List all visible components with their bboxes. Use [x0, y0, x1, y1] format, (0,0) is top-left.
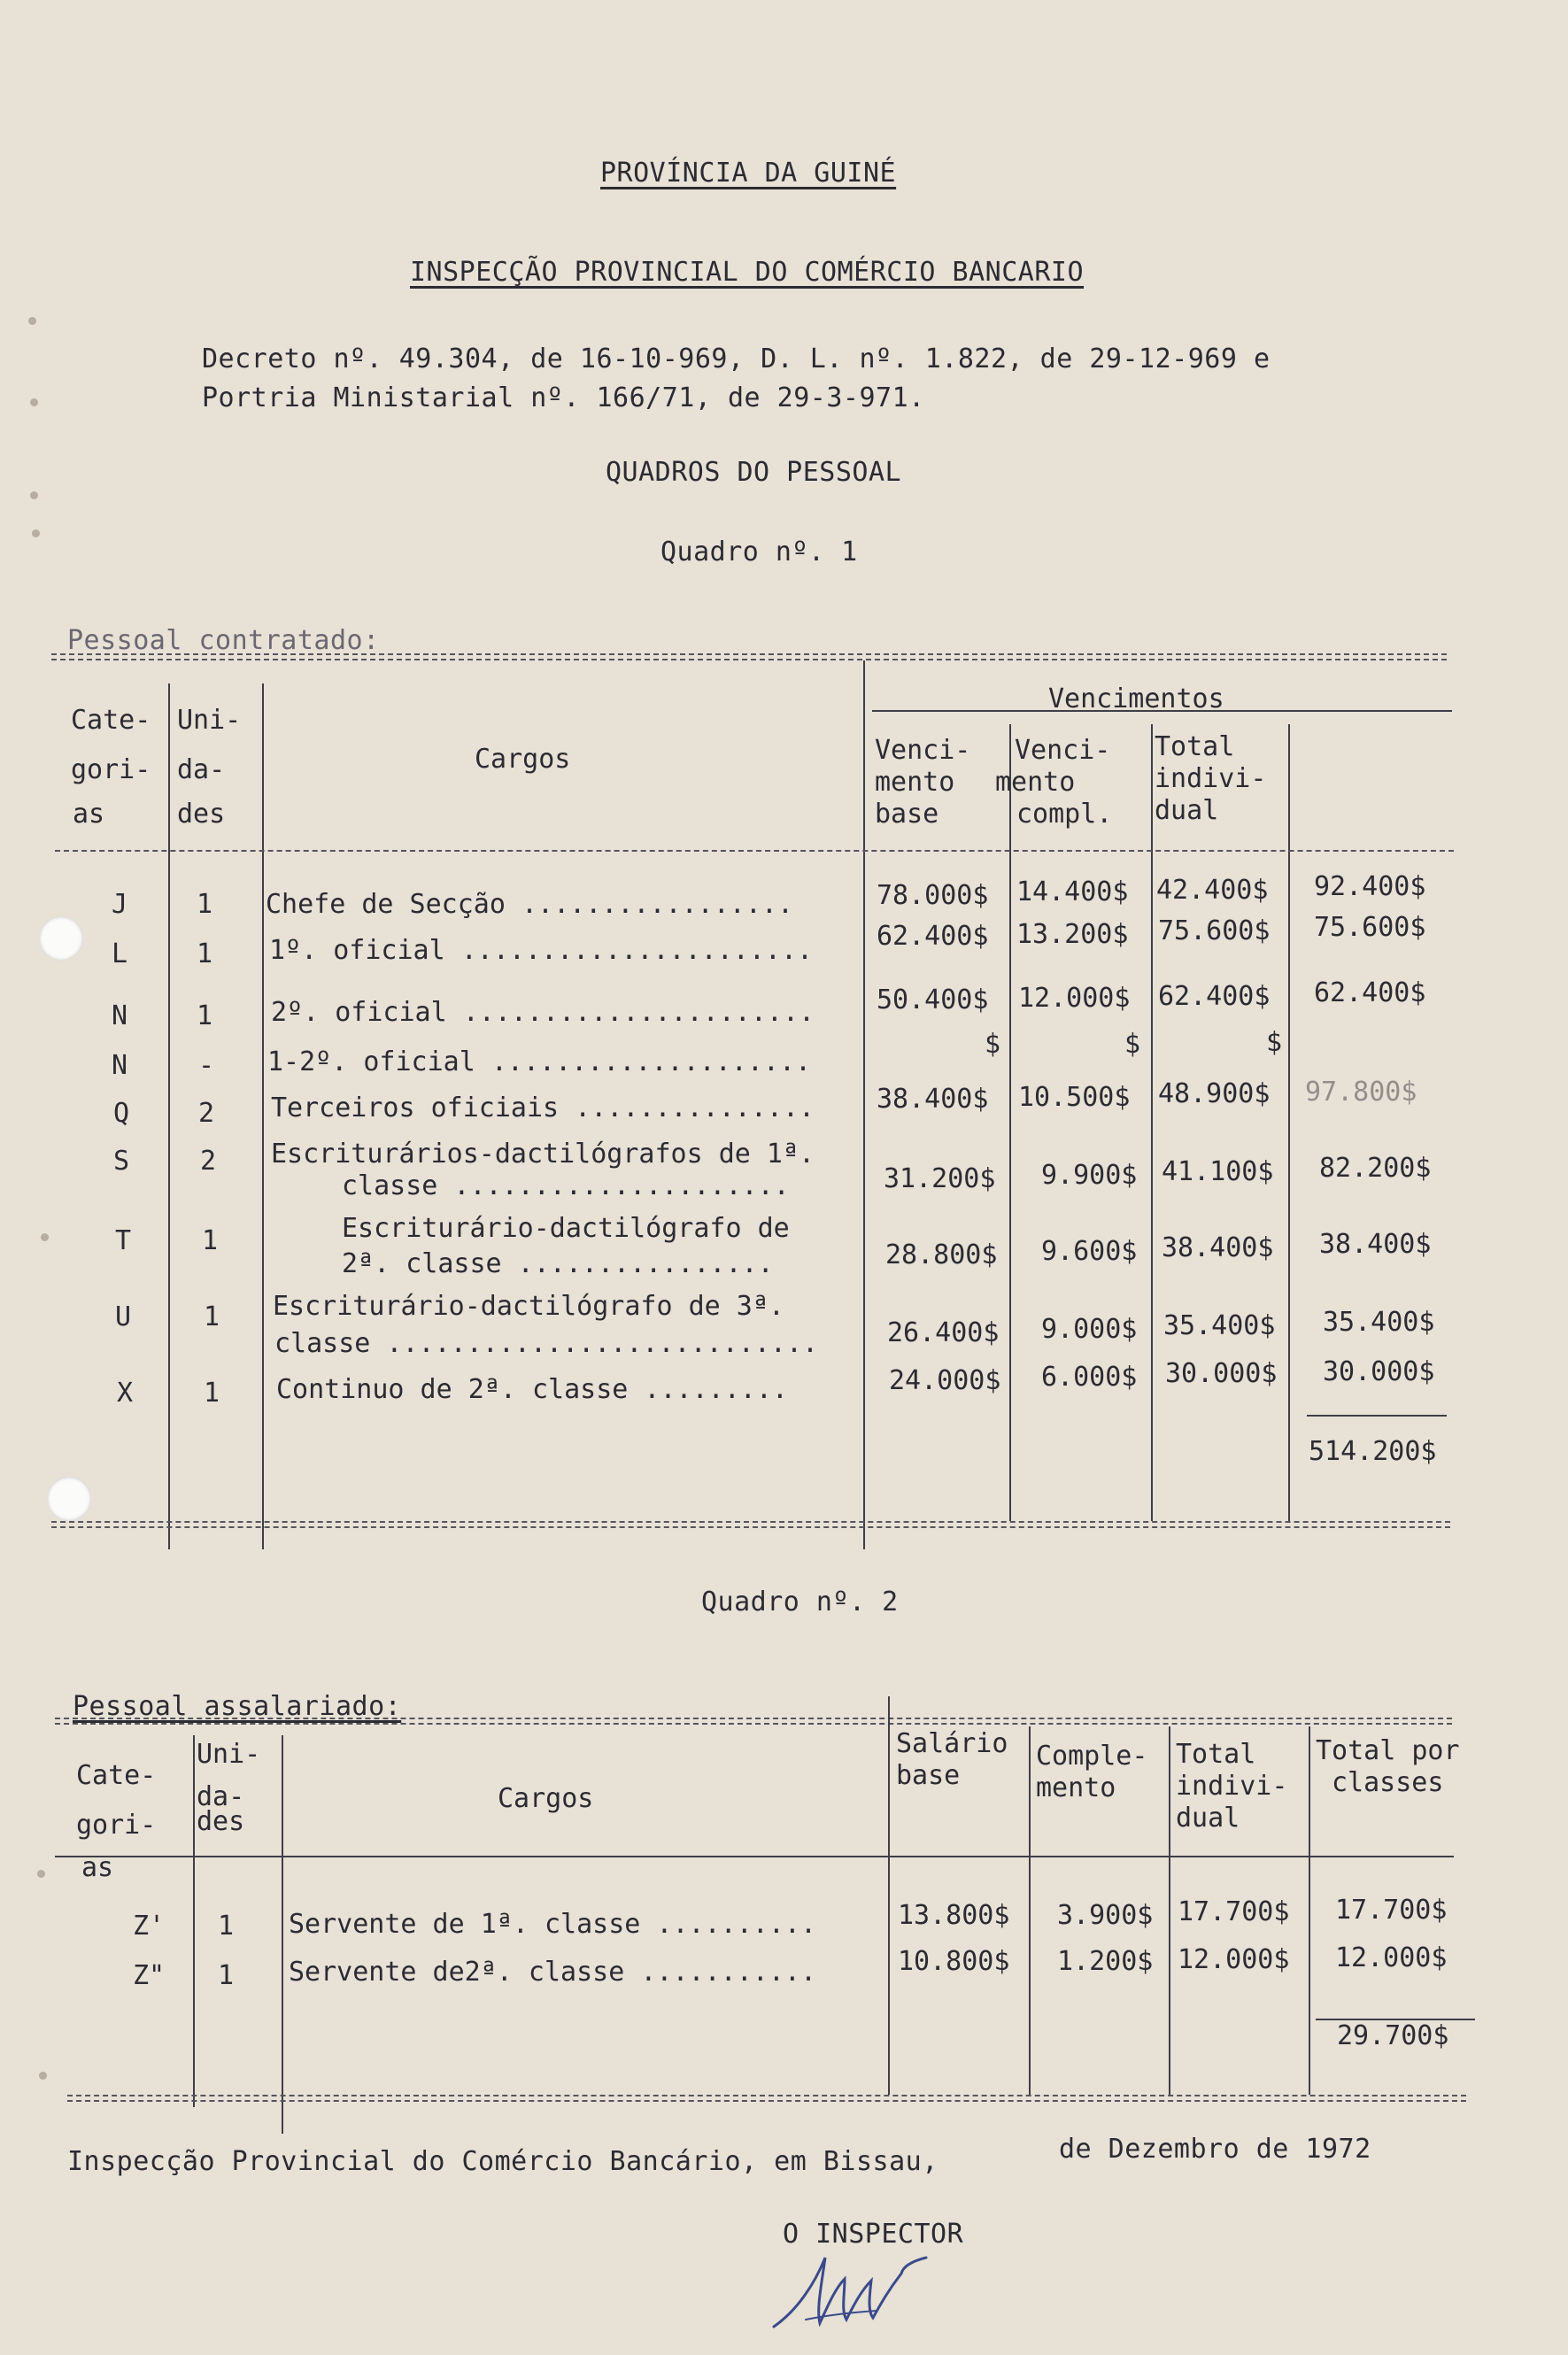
row-unidades: 1 — [197, 1000, 213, 1031]
row-categoria: S — [113, 1146, 130, 1177]
row-unidades: 1 — [218, 1911, 235, 1942]
row-total-individual: 41.100$ — [1162, 1156, 1274, 1187]
row-unidades: 1 — [218, 1960, 235, 1991]
header-venc-compl-3: compl. — [1016, 799, 1113, 830]
row-total-individual: 38.400$ — [1162, 1232, 1274, 1263]
row-venc-base: 50.400$ — [877, 984, 989, 1015]
row-complemento: 1.200$ — [1057, 1946, 1154, 1977]
table-1-col-divider — [168, 683, 170, 1549]
row-venc-compl: 9.900$ — [1041, 1160, 1138, 1191]
row-total-individual: 30.000$ — [1165, 1358, 1278, 1389]
row-total: 75.600$ — [1314, 912, 1426, 943]
header-unidades-3: des — [197, 1806, 245, 1837]
row-total: 62.400$ — [1314, 977, 1426, 1008]
row-total: 38.400$ — [1319, 1229, 1432, 1260]
header-complemento-2: mento — [1036, 1772, 1116, 1803]
row-total: 92.400$ — [1314, 871, 1426, 902]
paper-speck — [32, 529, 40, 537]
quadro-1-title: Quadro nº. 1 — [660, 537, 858, 568]
row-cargo: 1º. oficial ...................... — [269, 935, 814, 966]
header-categorias-1: Cate- — [71, 705, 151, 736]
header-cargos: Cargos — [498, 1783, 594, 1814]
row-salario-base: 10.800$ — [898, 1946, 1010, 1977]
punch-hole-bottom — [47, 1477, 91, 1521]
header-total-ind-2: indivi- — [1176, 1771, 1288, 1802]
header-total-ind-1: Total — [1155, 731, 1235, 762]
quadro-2-title: Quadro nº. 2 — [701, 1587, 899, 1618]
paper-speck — [41, 1233, 49, 1241]
row-categoria: X — [117, 1378, 134, 1409]
office-title: INSPECÇÃO PROVINCIAL DO COMÉRCIO BANCARIO — [410, 257, 1085, 288]
row-total: 97.800$ — [1305, 1077, 1417, 1108]
row-venc-base: $ — [985, 1029, 1001, 1060]
decree-line-1: Decreto nº. 49.304, de 16-10-969, D. L. nº. 1.822, de 29-12-969 e — [202, 344, 1271, 374]
row-venc-compl: 12.000$ — [1018, 983, 1131, 1014]
header-total-ind-3: dual — [1155, 795, 1219, 826]
table-1-bottom-rule — [51, 1521, 1450, 1528]
header-total-classes-1: Total por — [1316, 1735, 1460, 1766]
row-venc-base: 78.000$ — [877, 880, 989, 911]
paper-speck — [37, 1870, 45, 1878]
footer-place-line: Inspecção Provincial do Comércio Bancário, em Bissau, — [67, 2146, 938, 2177]
row-cargo-line-2: classe ........................... — [274, 1328, 819, 1359]
footer-date: de Dezembro de 1972 — [1059, 2134, 1371, 2165]
row-cargo: Terceiros oficiais ............... — [271, 1093, 815, 1123]
header-total-ind-2: indivi- — [1155, 763, 1267, 794]
section-heading: QUADROS DO PESSOAL — [606, 457, 902, 488]
row-cargo: 2º. oficial ...................... — [271, 997, 815, 1028]
row-cargo-line-2: 2ª. classe ................ — [342, 1248, 774, 1279]
row-venc-compl: 14.400$ — [1016, 876, 1129, 907]
row-venc-base: 24.000$ — [889, 1365, 1001, 1396]
table-2-col-divider — [193, 1735, 195, 2107]
paper-speck — [28, 317, 36, 325]
header-categorias-2: gori- — [71, 754, 151, 785]
row-total: 35.400$ — [1323, 1307, 1435, 1338]
row-categoria: Q — [113, 1098, 130, 1129]
header-unidades-1: Uni- — [177, 705, 242, 736]
row-unidades: 1 — [204, 1378, 220, 1409]
table-1-col-divider — [1009, 724, 1011, 1521]
row-categoria: N — [112, 1050, 128, 1081]
paper-speck — [39, 2072, 47, 2080]
row-total-individual: 62.400$ — [1158, 981, 1271, 1012]
row-total-classes: 12.000$ — [1335, 1942, 1448, 1973]
header-venc-base-2: mento — [875, 767, 955, 798]
table-2-header-rule — [55, 1856, 1454, 1857]
row-total-individual: $ — [1266, 1027, 1283, 1058]
row-venc-compl: 9.600$ — [1041, 1236, 1138, 1267]
header-venc-base-1: Venci- — [875, 735, 971, 766]
row-unidades: 1 — [197, 938, 213, 969]
paper-speck — [30, 491, 38, 499]
row-cargo-line-1: Escriturário-dactilógrafo de 3ª. — [273, 1291, 784, 1322]
header-categorias-1: Cate- — [76, 1760, 157, 1791]
table-1-col-divider — [1288, 724, 1290, 1521]
header-cargos: Cargos — [475, 744, 571, 775]
row-unidades: 1 — [204, 1301, 220, 1332]
row-venc-compl: 10.500$ — [1018, 1082, 1131, 1113]
row-categoria: L — [112, 938, 128, 969]
row-total-individual: 35.400$ — [1163, 1310, 1276, 1341]
table-1-col-divider — [262, 683, 264, 1549]
header-complemento-1: Comple- — [1036, 1741, 1148, 1772]
row-total-individual: 48.900$ — [1158, 1078, 1271, 1109]
header-categorias-3: as — [81, 1852, 114, 1883]
row-cargo-line-1: Escriturário-dactilógrafo de — [342, 1213, 790, 1244]
table-2-col-divider — [1309, 1726, 1310, 2095]
header-venc-base-3: base — [875, 799, 939, 830]
header-vencimentos: Vencimentos — [1048, 683, 1224, 714]
row-categoria: J — [112, 889, 128, 920]
header-unidades-2: da- — [177, 754, 226, 785]
quadro-1-section-label: Pessoal contratado: — [67, 625, 380, 656]
header-venc-compl-1: Venci- — [1015, 735, 1111, 766]
row-venc-base: 26.400$ — [887, 1317, 1000, 1348]
row-categoria: Z' — [133, 1911, 166, 1942]
table-2-bottom-rule — [67, 2095, 1466, 2102]
row-venc-base: 28.800$ — [885, 1239, 998, 1270]
row-venc-base: 31.200$ — [884, 1163, 996, 1194]
header-unidades-3: des — [177, 799, 226, 830]
row-total: 82.200$ — [1319, 1153, 1432, 1184]
row-categoria: Z" — [133, 1960, 166, 1991]
row-unidades: 1 — [202, 1225, 219, 1256]
row-venc-compl: $ — [1124, 1029, 1141, 1060]
header-categorias-3: as — [73, 799, 105, 830]
punch-hole-top — [39, 916, 83, 961]
row-venc-compl: 13.200$ — [1016, 919, 1129, 950]
row-total-individual: 12.000$ — [1178, 1944, 1290, 1975]
row-total-individual: 17.700$ — [1178, 1896, 1290, 1927]
row-cargo: 1-2º. oficial .................... — [267, 1046, 812, 1077]
header-salario-base-1: Salário — [896, 1728, 1008, 1759]
row-unidades: - — [198, 1050, 215, 1081]
quadro-2-grand-total: 29.700$ — [1337, 2020, 1449, 2051]
header-total-classes-2: classes — [1332, 1767, 1444, 1798]
row-unidades: 1 — [197, 889, 213, 920]
header-categorias-2: gori- — [76, 1810, 157, 1841]
row-total: 30.000$ — [1323, 1356, 1435, 1387]
header-salario-base-2: base — [896, 1760, 961, 1791]
row-cargo: Continuo de 2ª. classe ......... — [276, 1374, 788, 1405]
row-venc-base: 62.400$ — [877, 921, 989, 952]
header-total-ind-1: Total — [1176, 1739, 1256, 1770]
table-1-top-rule — [51, 653, 1447, 660]
table-2-top-rule — [55, 1718, 1452, 1725]
province-title: PROVÍNCIA DA GUINÉ — [600, 158, 897, 189]
table-2-col-divider — [282, 1735, 283, 2134]
row-total-individual: 42.400$ — [1156, 875, 1269, 906]
header-venc-compl-2: mento — [995, 767, 1076, 798]
row-cargo: Chefe de Secção ................. — [266, 889, 794, 920]
row-unidades: 2 — [200, 1146, 217, 1177]
row-cargo-line-1: Escriturários-dactilógrafos de 1ª. — [271, 1139, 815, 1170]
header-unidades-2: da- — [197, 1781, 245, 1812]
row-venc-compl: 6.000$ — [1041, 1362, 1138, 1393]
row-cargo-line-2: classe ..................... — [342, 1170, 790, 1201]
row-venc-compl: 9.000$ — [1041, 1314, 1138, 1345]
quadro-1-grand-total: 514.200$ — [1309, 1436, 1437, 1467]
table-1-col-divider — [1151, 724, 1153, 1521]
quadro-2-section-label: Pessoal assalariado: — [73, 1691, 402, 1722]
table-2-col-divider — [1169, 1726, 1170, 2095]
row-categoria: N — [112, 1000, 128, 1031]
paper-speck — [30, 398, 38, 406]
decree-line-2: Portria Ministarial nº. 166/71, de 29-3-971. — [202, 382, 925, 413]
row-unidades: 2 — [198, 1098, 215, 1129]
row-venc-base: 38.400$ — [877, 1084, 989, 1115]
row-salario-base: 13.800$ — [898, 1900, 1010, 1931]
row-complemento: 3.900$ — [1057, 1900, 1154, 1931]
table-1-total-rule — [1307, 1415, 1447, 1417]
table-2-col-divider — [888, 1696, 890, 2095]
row-cargo: Servente de 1ª. classe .......... — [289, 1909, 817, 1940]
table-1-header-rule — [55, 850, 1454, 852]
header-total-ind-3: dual — [1176, 1803, 1240, 1834]
handwritten-signature — [770, 2231, 965, 2337]
row-categoria: T — [115, 1225, 132, 1256]
header-unidades-1: Uni- — [197, 1739, 261, 1770]
table-2-col-divider — [1029, 1726, 1031, 2095]
signatory-title: O INSPECTOR — [783, 2219, 964, 2250]
row-categoria: U — [115, 1301, 132, 1332]
table-1-col-divider — [863, 660, 865, 1549]
row-cargo: Servente de2ª. classe ........... — [289, 1957, 817, 1988]
row-total-individual: 75.600$ — [1158, 915, 1271, 946]
row-total-classes: 17.700$ — [1335, 1895, 1448, 1926]
